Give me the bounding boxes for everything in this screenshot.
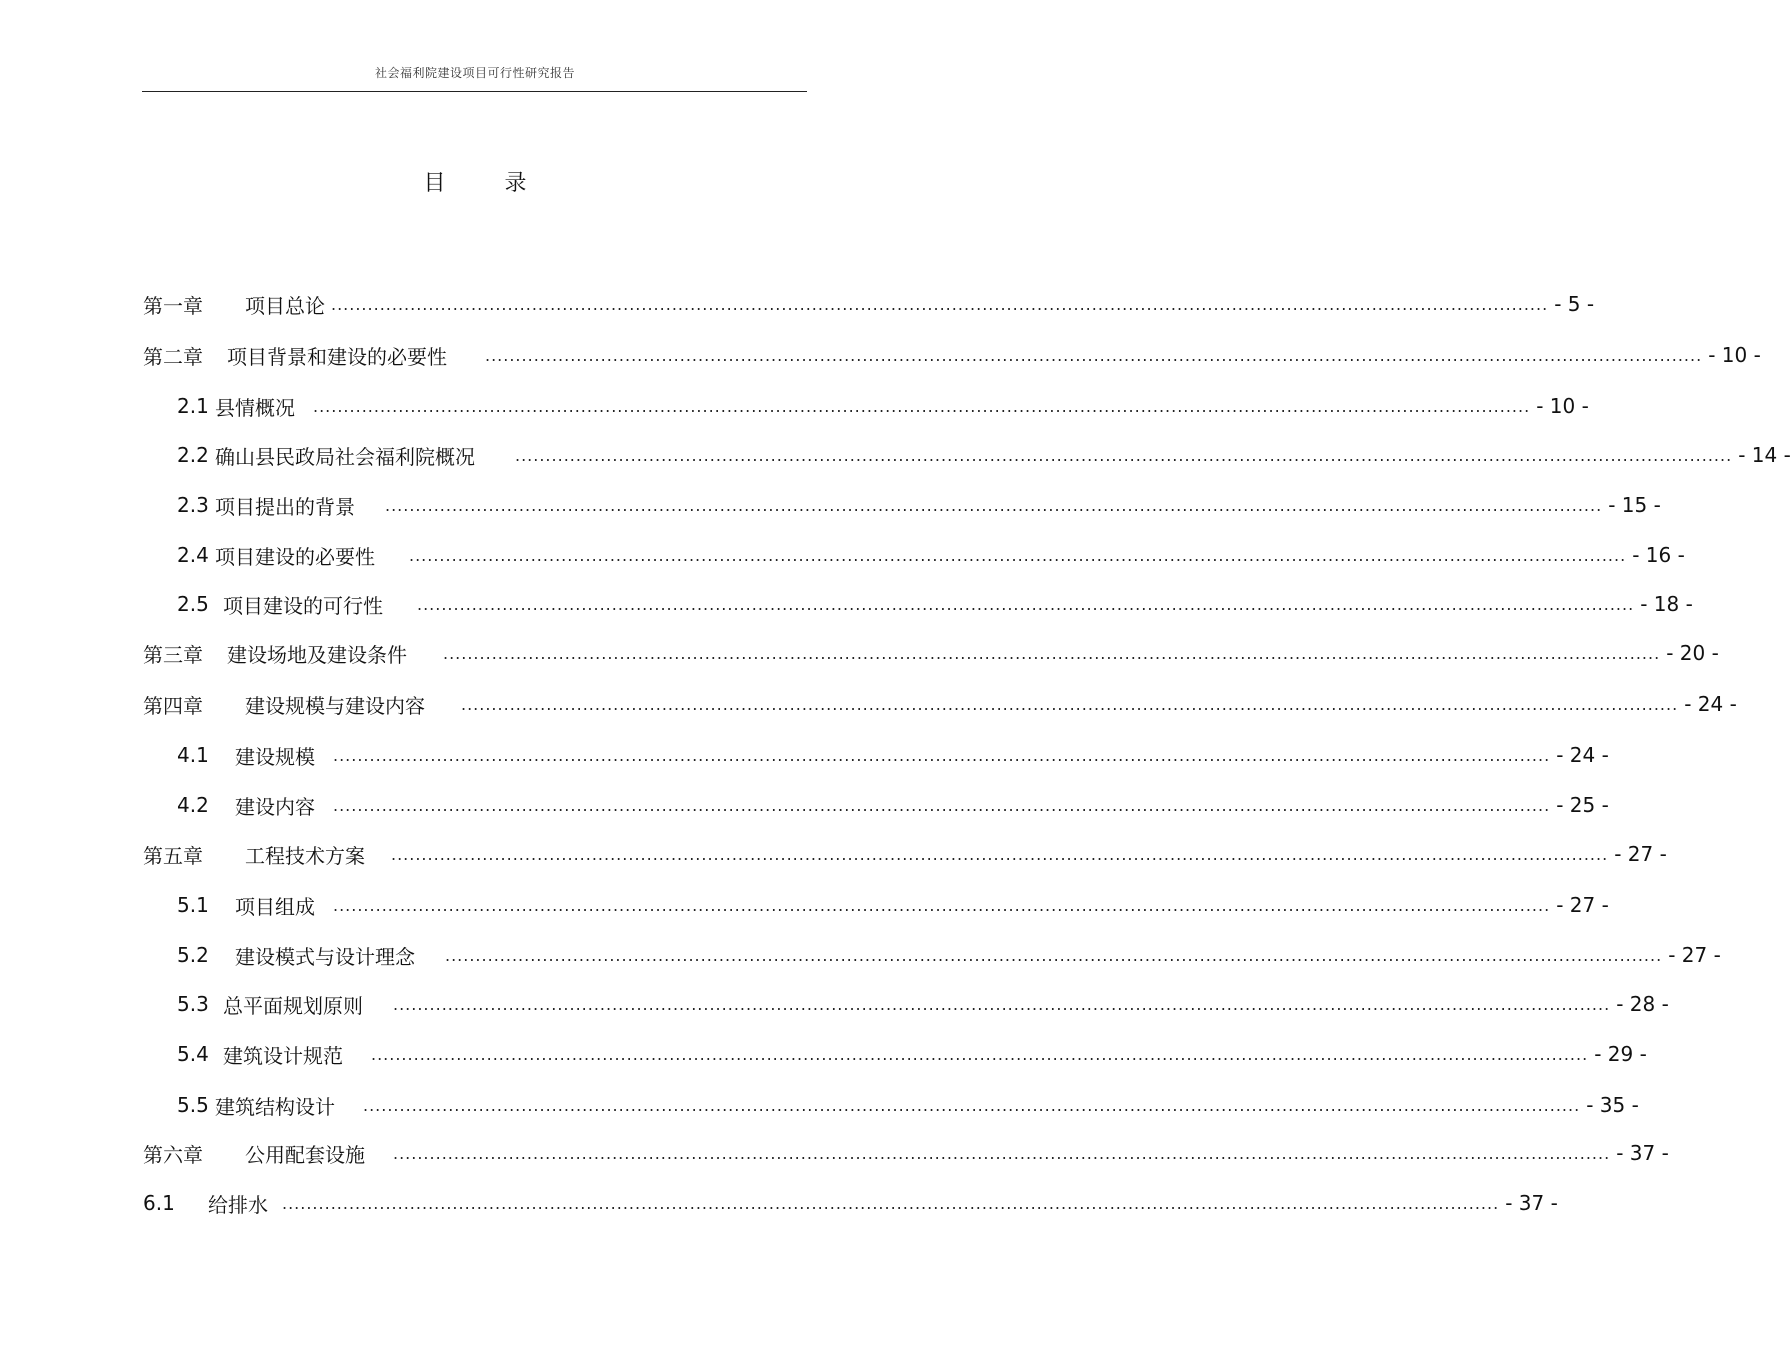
toc-entry-chapter-5[interactable]	[143, 839, 1667, 869]
toc-entry-page: - 16 -	[1632, 543, 1685, 567]
toc-entry-page: - 27 -	[1668, 943, 1721, 967]
dot-leader: ........................................................................................................................................................................................................	[333, 745, 1551, 765]
dot-leader: ........................................................................................................................................................................................................	[393, 994, 1611, 1014]
toc-entry-label: 项目组成	[235, 894, 315, 919]
toc-entry-label: 建筑结构设计	[215, 1094, 335, 1119]
toc-entry-2-4[interactable]	[177, 540, 1685, 570]
toc-entry-number: 第三章	[143, 642, 203, 667]
toc-entry-number: 5.2	[177, 943, 209, 967]
dot-leader: ........................................................................................................................................................................................................	[363, 1095, 1581, 1115]
toc-entry-label: 项目提出的背景	[215, 494, 355, 519]
toc-entry-page: - 27 -	[1614, 842, 1667, 866]
toc-entry-page: - 27 -	[1556, 893, 1609, 917]
toc-entry-2-1[interactable]	[177, 391, 1589, 421]
toc-entry-number: 第六章	[143, 1142, 203, 1167]
toc-entry-5-2[interactable]	[177, 940, 1721, 970]
toc-entry-label: 建设规模	[235, 744, 315, 769]
dot-leader: ........................................................................................................................................................................................................	[417, 594, 1635, 614]
toc-entry-number: 5.3	[177, 992, 209, 1016]
toc-entry-2-2[interactable]	[177, 440, 1791, 470]
toc-entry-number: 第二章	[143, 344, 203, 369]
toc-entry-chapter-2[interactable]	[143, 340, 1761, 370]
toc-title	[0, 166, 950, 197]
toc-entry-page: - 25 -	[1556, 793, 1609, 817]
toc-entry-label: 项目背景和建设的必要性	[227, 344, 447, 369]
dot-leader: ........................................................................................................................................................................................................	[515, 445, 1733, 465]
toc-entry-label: 县情概况	[215, 395, 295, 420]
toc-entry-label: 给排水	[208, 1192, 268, 1217]
toc-entry-page: - 29 -	[1594, 1042, 1647, 1066]
toc-entry-4-2[interactable]	[177, 790, 1609, 820]
toc-entry-page: - 20 -	[1666, 641, 1719, 665]
dot-leader: ........................................................................................................................................................................................................	[371, 1044, 1589, 1064]
toc-entry-number: 2.3	[177, 493, 209, 517]
toc-entry-number: 4.2	[177, 793, 209, 817]
toc-entry-number: 5.4	[177, 1042, 209, 1066]
toc-entry-label: 建筑设计规范	[223, 1043, 343, 1068]
toc-entry-number: 2.2	[177, 443, 209, 467]
toc-entry-number: 第五章	[143, 843, 203, 868]
toc-entry-chapter-1[interactable]	[143, 289, 1595, 319]
toc-entry-page: - 10 -	[1536, 394, 1589, 418]
toc-entry-page: - 28 -	[1616, 992, 1669, 1016]
toc-entry-number: 2.5	[177, 592, 209, 616]
toc-entry-number: 第四章	[143, 693, 203, 718]
toc-entry-page: - 24 -	[1684, 692, 1737, 716]
toc-entry-page: - 15 -	[1608, 493, 1661, 517]
toc-entry-label: 项目建设的可行性	[223, 593, 383, 618]
toc-entry-number: 4.1	[177, 743, 209, 767]
toc-entry-page: - 10 -	[1708, 343, 1761, 367]
toc-entry-number: 第一章	[143, 293, 203, 318]
toc-entry-page: - 37 -	[1616, 1141, 1669, 1165]
toc-entry-number: 2.4	[177, 543, 209, 567]
toc-entry-label: 项目建设的必要性	[215, 544, 375, 569]
toc-entry-chapter-4[interactable]	[143, 689, 1737, 719]
header-rule	[142, 91, 807, 92]
toc-entry-chapter-6[interactable]	[143, 1138, 1669, 1168]
toc-entry-number: 6.1	[143, 1191, 175, 1215]
dot-leader: ........................................................................................................................................................................................................	[443, 643, 1661, 663]
dot-leader: ........................................................................................................................................................................................................	[331, 294, 1549, 314]
toc-entry-number: 5.1	[177, 893, 209, 917]
toc-title-left: 目	[423, 171, 446, 196]
toc-entry-label: 项目总论	[245, 293, 325, 318]
toc-entry-page: - 37 -	[1505, 1191, 1558, 1215]
dot-leader: ........................................................................................................................................................................................................	[282, 1193, 1500, 1213]
toc-entry-label: 总平面规划原则	[223, 993, 363, 1018]
toc-entry-label: 公用配套设施	[245, 1142, 365, 1167]
running-header: 社会福利院建设项目可行性研究报告	[374, 66, 575, 80]
toc-entry-page: - 5 -	[1554, 292, 1595, 316]
dot-leader: ........................................................................................................................................................................................................	[385, 495, 1603, 515]
toc-entry-number: 2.1	[177, 394, 209, 418]
toc-entry-4-1[interactable]	[177, 740, 1609, 770]
toc-entry-chapter-3[interactable]	[143, 638, 1719, 668]
toc-entry-6-1[interactable]	[143, 1188, 1558, 1218]
dot-leader: ........................................................................................................................................................................................................	[409, 545, 1627, 565]
toc-entry-2-5[interactable]	[177, 589, 1693, 619]
toc-entry-label: 建设规模与建设内容	[245, 693, 425, 718]
toc-entry-page: - 14 -	[1738, 443, 1791, 467]
toc-title-right: 录	[504, 171, 527, 196]
dot-leader: ........................................................................................................................................................................................................	[391, 844, 1609, 864]
toc-entry-5-4[interactable]	[177, 1039, 1647, 1069]
dot-leader: ........................................................................................................................................................................................................	[445, 945, 1663, 965]
dot-leader: ........................................................................................................................................................................................................	[333, 895, 1551, 915]
toc-entry-page: - 18 -	[1640, 592, 1693, 616]
toc-entry-5-3[interactable]	[177, 989, 1669, 1019]
toc-entry-label: 建设内容	[235, 794, 315, 819]
toc-entry-label: 工程技术方案	[245, 843, 365, 868]
toc-entry-page: - 24 -	[1556, 743, 1609, 767]
dot-leader: ........................................................................................................................................................................................................	[393, 1143, 1611, 1163]
dot-leader: ........................................................................................................................................................................................................	[333, 795, 1551, 815]
toc-entry-label: 建设场地及建设条件	[227, 642, 407, 667]
dot-leader: ........................................................................................................................................................................................................	[485, 345, 1703, 365]
toc-entry-5-5[interactable]	[177, 1090, 1639, 1120]
toc-entry-5-1[interactable]	[177, 890, 1609, 920]
dot-leader: ........................................................................................................................................................................................................	[313, 396, 1531, 416]
toc-entry-number: 5.5	[177, 1093, 209, 1117]
toc-entry-page: - 35 -	[1586, 1093, 1639, 1117]
toc-entry-2-3[interactable]	[177, 490, 1661, 520]
dot-leader: ........................................................................................................................................................................................................	[461, 694, 1679, 714]
toc-entry-label: 建设模式与设计理念	[235, 944, 415, 969]
toc-entry-label: 确山县民政局社会福利院概况	[215, 444, 475, 469]
